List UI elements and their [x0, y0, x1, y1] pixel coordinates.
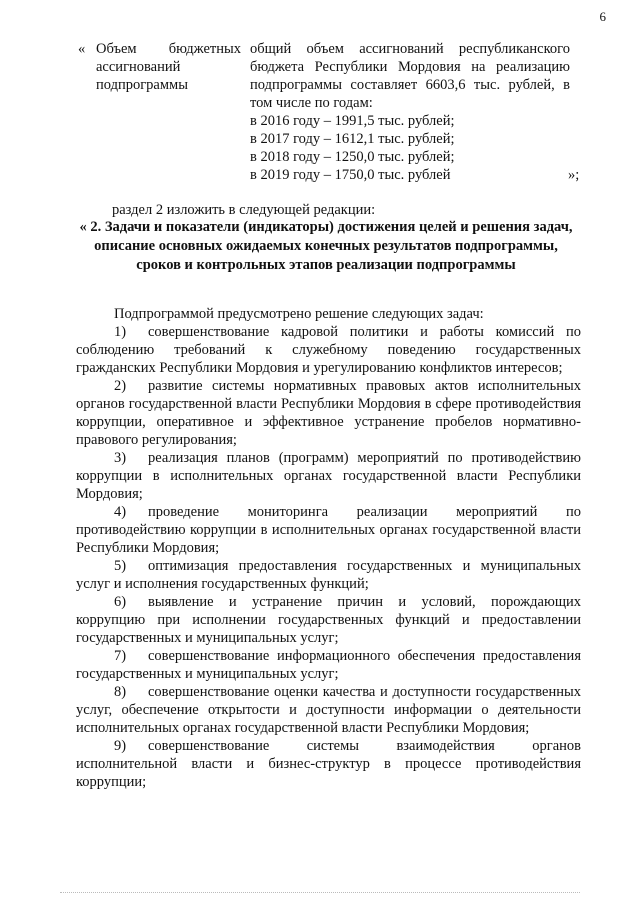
task-item	[76, 503, 581, 557]
task-number: 6)	[114, 594, 127, 610]
funding-line-2016: в 2016 году – 1991,5 тыс. рублей;	[250, 113, 455, 129]
task-number: 8)	[114, 684, 127, 700]
scan-noise-line	[60, 890, 580, 893]
task-number: 2)	[114, 378, 127, 394]
section-intro: раздел 2 изложить в следующей редакции:	[112, 202, 376, 218]
task-list	[76, 323, 581, 791]
tasks-section	[76, 305, 581, 791]
task-text: выявление и устранение причин и условий, порождающих коррупцию при исполнении государственных функций и предоставлении государственных и муниципальных услуг;	[76, 594, 581, 646]
task-text: совершенствование системы взаимодействия органов исполнительной власти и бизнес-структур в процессе противодействия коррупции;	[76, 738, 581, 790]
funding-line: том числе по годам:	[250, 95, 373, 111]
task-number: 9)	[114, 738, 127, 754]
funding-open-quote: «	[78, 41, 86, 57]
task-item	[76, 449, 581, 503]
task-item	[76, 593, 581, 647]
task-text: реализация планов (программ) мероприятий по противодействию коррупции в исполнительных органах государственной власти Республики Мордовия;	[76, 450, 581, 502]
task-text: совершенствование кадровой политики и работы комиссий по соблюдению требований к служебному поведению государственных гражданских Республики Мордовия и урегулированию конфликтов интересов;	[76, 324, 581, 376]
funding-line: общий объем ассигнований республиканского	[250, 41, 570, 57]
task-number: 7)	[114, 648, 127, 664]
task-item	[76, 683, 581, 737]
funding-label: Объем бюджетных ассигнований подпрограммы	[96, 41, 241, 93]
task-item	[76, 377, 581, 449]
task-item	[76, 737, 581, 791]
task-text: совершенствование оценки качества и доступности государственных услуг, обеспечение открытости и доступности информации о деятельности исполнительных органах государственной власти Республики Мордовия;	[76, 684, 581, 736]
section-heading: « 2. Задачи и показатели (индикаторы) достижения целей и решения задач, описание основных ожидаемых конечных результатов подпрограммы, сроков и контрольных этапов реализации подпрограммы	[79, 219, 573, 273]
task-item	[76, 557, 581, 593]
funding-close-quote: »;	[568, 167, 580, 183]
task-text: проведение мониторинга реализации мероприятий по противодействию коррупции в исполнительных органах государственной власти Республики Мордовия;	[76, 504, 581, 556]
task-item	[76, 323, 581, 377]
task-text: оптимизация предоставления государственных и муниципальных услуг и исполнения государственных функций;	[76, 558, 581, 592]
funding-body-cell	[250, 40, 570, 184]
funding-line-2018: в 2018 году – 1250,0 тыс. рублей;	[250, 149, 455, 165]
task-item	[76, 647, 581, 683]
task-number: 1)	[114, 324, 127, 340]
tasks-intro: Подпрограммой предусмотрено решение следующих задач:	[114, 306, 484, 322]
funding-line: бюджета Республики Мордовия на реализацию	[250, 59, 570, 75]
task-text: совершенствование информационного обеспечения предоставления государственных и муниципальных услуг;	[76, 648, 581, 682]
task-text: развитие системы нормативных правовых актов исполнительных органов государственной власти Республики Мордовия в сфере противодействия коррупции, оперативное и эффективное устранение пробелов нормативно-правового регулирования;	[76, 378, 581, 448]
page-number: 6	[599, 9, 606, 24]
funding-line-2017: в 2017 году – 1612,1 тыс. рублей;	[250, 131, 455, 147]
funding-line: подпрограммы составляет 6603,6 тыс. рублей, в	[250, 77, 570, 93]
task-number: 4)	[114, 504, 127, 520]
task-number: 3)	[114, 450, 127, 466]
funding-line-2019: в 2019 году – 1750,0 тыс. рублей	[250, 167, 451, 183]
task-number: 5)	[114, 558, 127, 574]
